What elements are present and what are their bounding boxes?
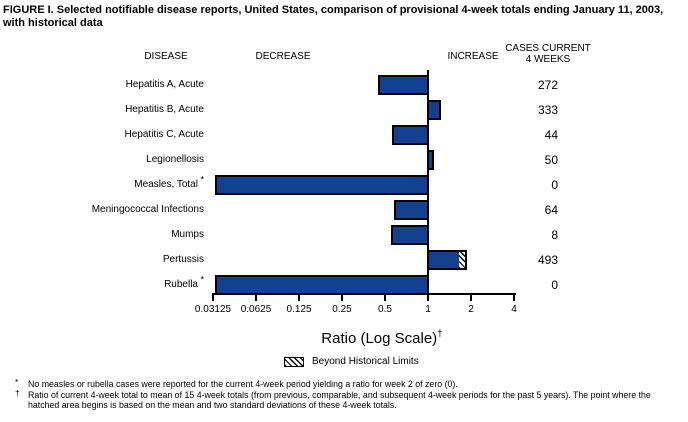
x-axis-tick-label: 0.125 <box>286 304 312 315</box>
ratio-bar <box>427 150 434 170</box>
ratio-bar <box>427 100 441 120</box>
cases-value: 64 <box>544 203 558 217</box>
x-axis-tick-label: 0.5 <box>378 304 392 315</box>
x-axis-tick-label: 0.0625 <box>240 304 272 315</box>
cases-value: 8 <box>551 228 558 242</box>
disease-label-asterisk: * <box>197 274 204 285</box>
disease-label-asterisk: * <box>197 174 204 185</box>
cases-value: 333 <box>537 103 558 117</box>
cases-header-line1: CASES CURRENT <box>505 43 591 54</box>
footnote-asterisk <box>10 379 684 390</box>
disease-label: Rubella * <box>164 274 204 290</box>
disease-label: Mumps <box>171 229 204 240</box>
cases-header-line2: 4 WEEKS <box>525 54 571 65</box>
ratio-bar <box>392 125 429 145</box>
ratio-bar <box>394 200 429 220</box>
disease-label: Hepatitis B, Acute <box>125 104 204 115</box>
hatched-swatch-icon <box>284 357 304 367</box>
column-header-disease: DISEASE <box>144 51 188 62</box>
cases-value: 493 <box>537 253 558 267</box>
x-axis-tick <box>513 295 515 301</box>
cases-value: 50 <box>544 153 558 167</box>
cases-value: 44 <box>544 128 558 142</box>
cases-value: 0 <box>551 178 558 192</box>
footnote-marker: † <box>15 387 20 398</box>
footnote-dagger <box>10 387 684 411</box>
cases-value: 272 <box>537 78 558 92</box>
x-axis-title-text: Ratio (Log Scale) <box>321 330 438 347</box>
ratio-bar <box>215 175 429 195</box>
x-axis-tick-label: 4 <box>511 304 517 315</box>
disease-label: Legionellosis <box>146 154 204 165</box>
legend <box>284 356 419 367</box>
x-axis-tick <box>212 295 214 301</box>
ratio-bar <box>427 250 467 270</box>
column-header-cases-current-4-weeks <box>500 43 596 65</box>
footnote-text: No measles or rubella cases were reported for the current 4-week period yielding a ratio for week 2 of zero (0). <box>28 379 458 389</box>
x-axis-tick <box>427 295 429 301</box>
column-header-increase: INCREASE <box>447 51 499 62</box>
legend-label: Beyond Historical Limits <box>312 356 419 367</box>
x-axis-tick-label: 2 <box>468 304 474 315</box>
figure-title: FIGURE I. Selected notifiable disease reports, United States, comparison of provisional 4-week totals ending January 11, 2003, with historical data <box>3 4 664 29</box>
footnotes <box>10 379 684 411</box>
x-axis-tick-label: 0.25 <box>332 304 352 315</box>
ratio-bar <box>215 275 429 295</box>
disease-label: Hepatitis A, Acute <box>125 79 204 90</box>
x-axis-tick <box>255 295 257 301</box>
disease-label: Meningococcal Infections <box>91 204 204 215</box>
x-axis-tick <box>470 295 472 301</box>
x-axis-title <box>282 329 482 347</box>
disease-label: Pertussis <box>162 254 204 265</box>
footnote-text: Ratio of current 4-week total to mean of 15 4-week totals (from previous, comparable, and subsequent 4-week periods for the past 5 years). The point where the hatched area begins is based on the mean and two standard deviations of these 4-week totals. <box>28 389 651 410</box>
column-header-decrease: DECREASE <box>255 51 311 62</box>
disease-label: Hepatitis C, Acute <box>124 129 204 140</box>
ratio-bar <box>391 225 429 245</box>
x-axis-tick-label: 0.03125 <box>194 304 232 315</box>
x-axis-tick <box>341 295 343 301</box>
x-axis-tick <box>298 295 300 301</box>
ratio-bar <box>378 75 429 95</box>
beyond-historical-limits-segment <box>459 252 465 268</box>
dagger-superscript: † <box>437 329 443 340</box>
footnote-marker: * <box>15 377 19 387</box>
disease-label: Measles, Total * <box>134 174 204 190</box>
x-axis-tick-label: 1 <box>425 304 431 315</box>
cases-value: 0 <box>551 278 558 292</box>
x-axis-tick <box>384 295 386 301</box>
